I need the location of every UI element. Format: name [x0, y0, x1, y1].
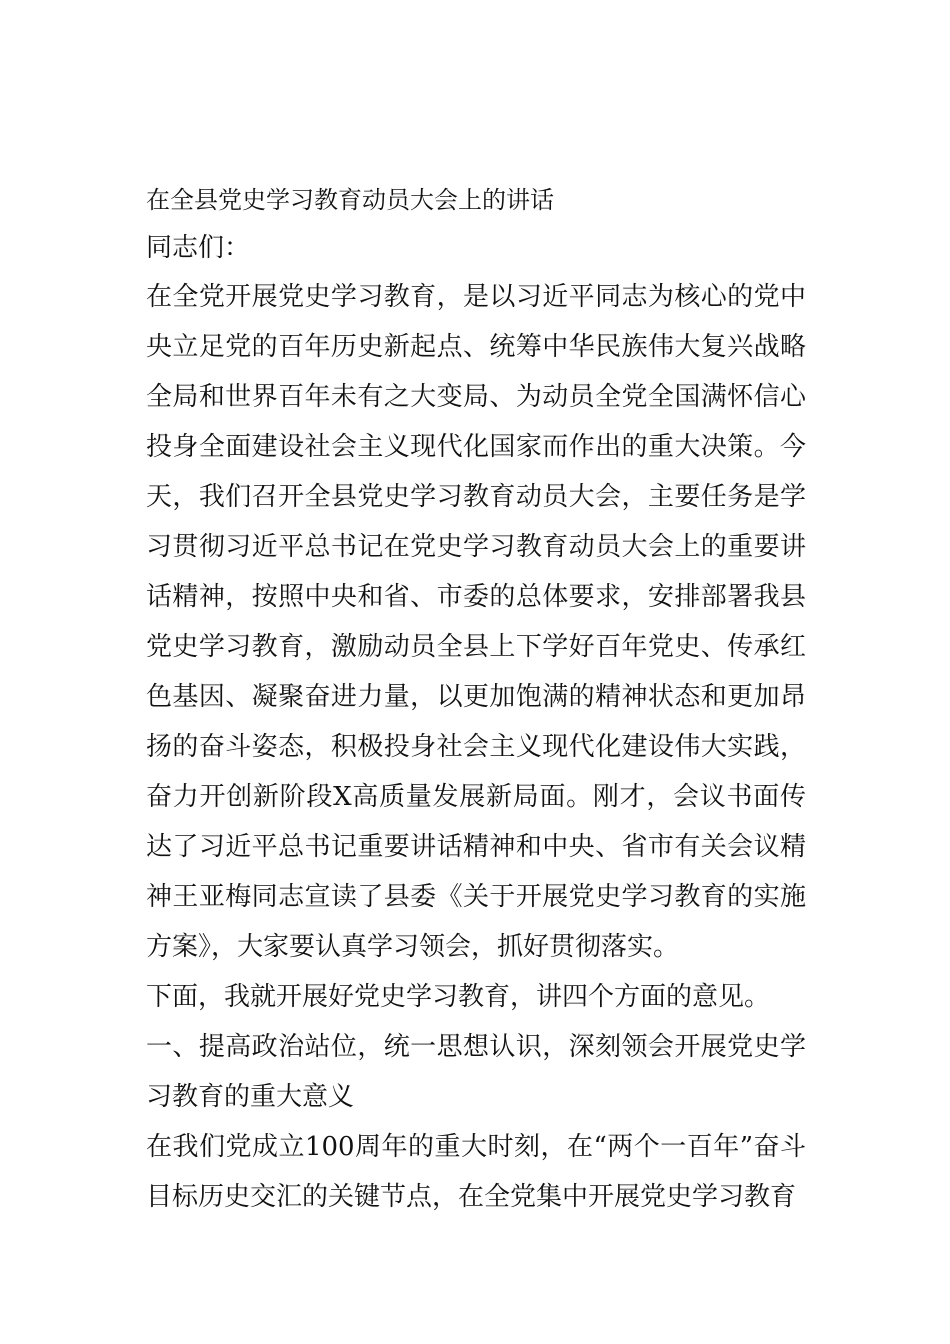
section-heading-1: 一、提高政治站位，统一思想认识，深刻领会开展党史学习教育的重大意义: [146, 1032, 806, 1112]
paragraph-section-1: 在我们党成立100周年的重大时刻，在“两个一百年”奋斗目标历史交汇的关键节点，在全党集中开展党史学习教育: [146, 1132, 806, 1212]
greeting: 同志们：: [146, 233, 251, 263]
paragraph-outline: 下面，我就开展好党史学习教育，讲四个方面的意见。: [146, 982, 771, 1012]
document-body: [146, 176, 806, 1222]
document-title: 在全县党史学习教育动员大会上的讲话: [146, 186, 554, 214]
paragraph-intro: 在全党开展党史学习教育，是以习近平同志为核心的党中央立足党的百年历史新起点、统筹中华民族伟大复兴战略全局和世界百年未有之大变局、为动员全党全国满怀信心投身全面建设社会主义现代化国家而作出的重大决策。今天，我们召开全县党史学习教育动员大会，主要任务是学习贯彻习近平总书记在党史学习教育动员大会上的重要讲话精神，按照中央和省、市委的总体要求，安排部署我县党史学习教育，激励动员全县上下学好百年党史、传承红色基因、凝聚奋进力量，以更加饱满的精神状态和更加昂扬的奋斗姿态，积极投身社会主义现代化建设伟大实践，奋力开创新阶段X高质量发展新局面。刚才，会议书面传达了习近平总书记重要讲话精神和中央、省市有关会议精神王亚梅同志宣读了县委《关于开展党史学习教育的实施方案》，大家要认真学习领会，抓好贯彻落实。: [146, 282, 806, 962]
